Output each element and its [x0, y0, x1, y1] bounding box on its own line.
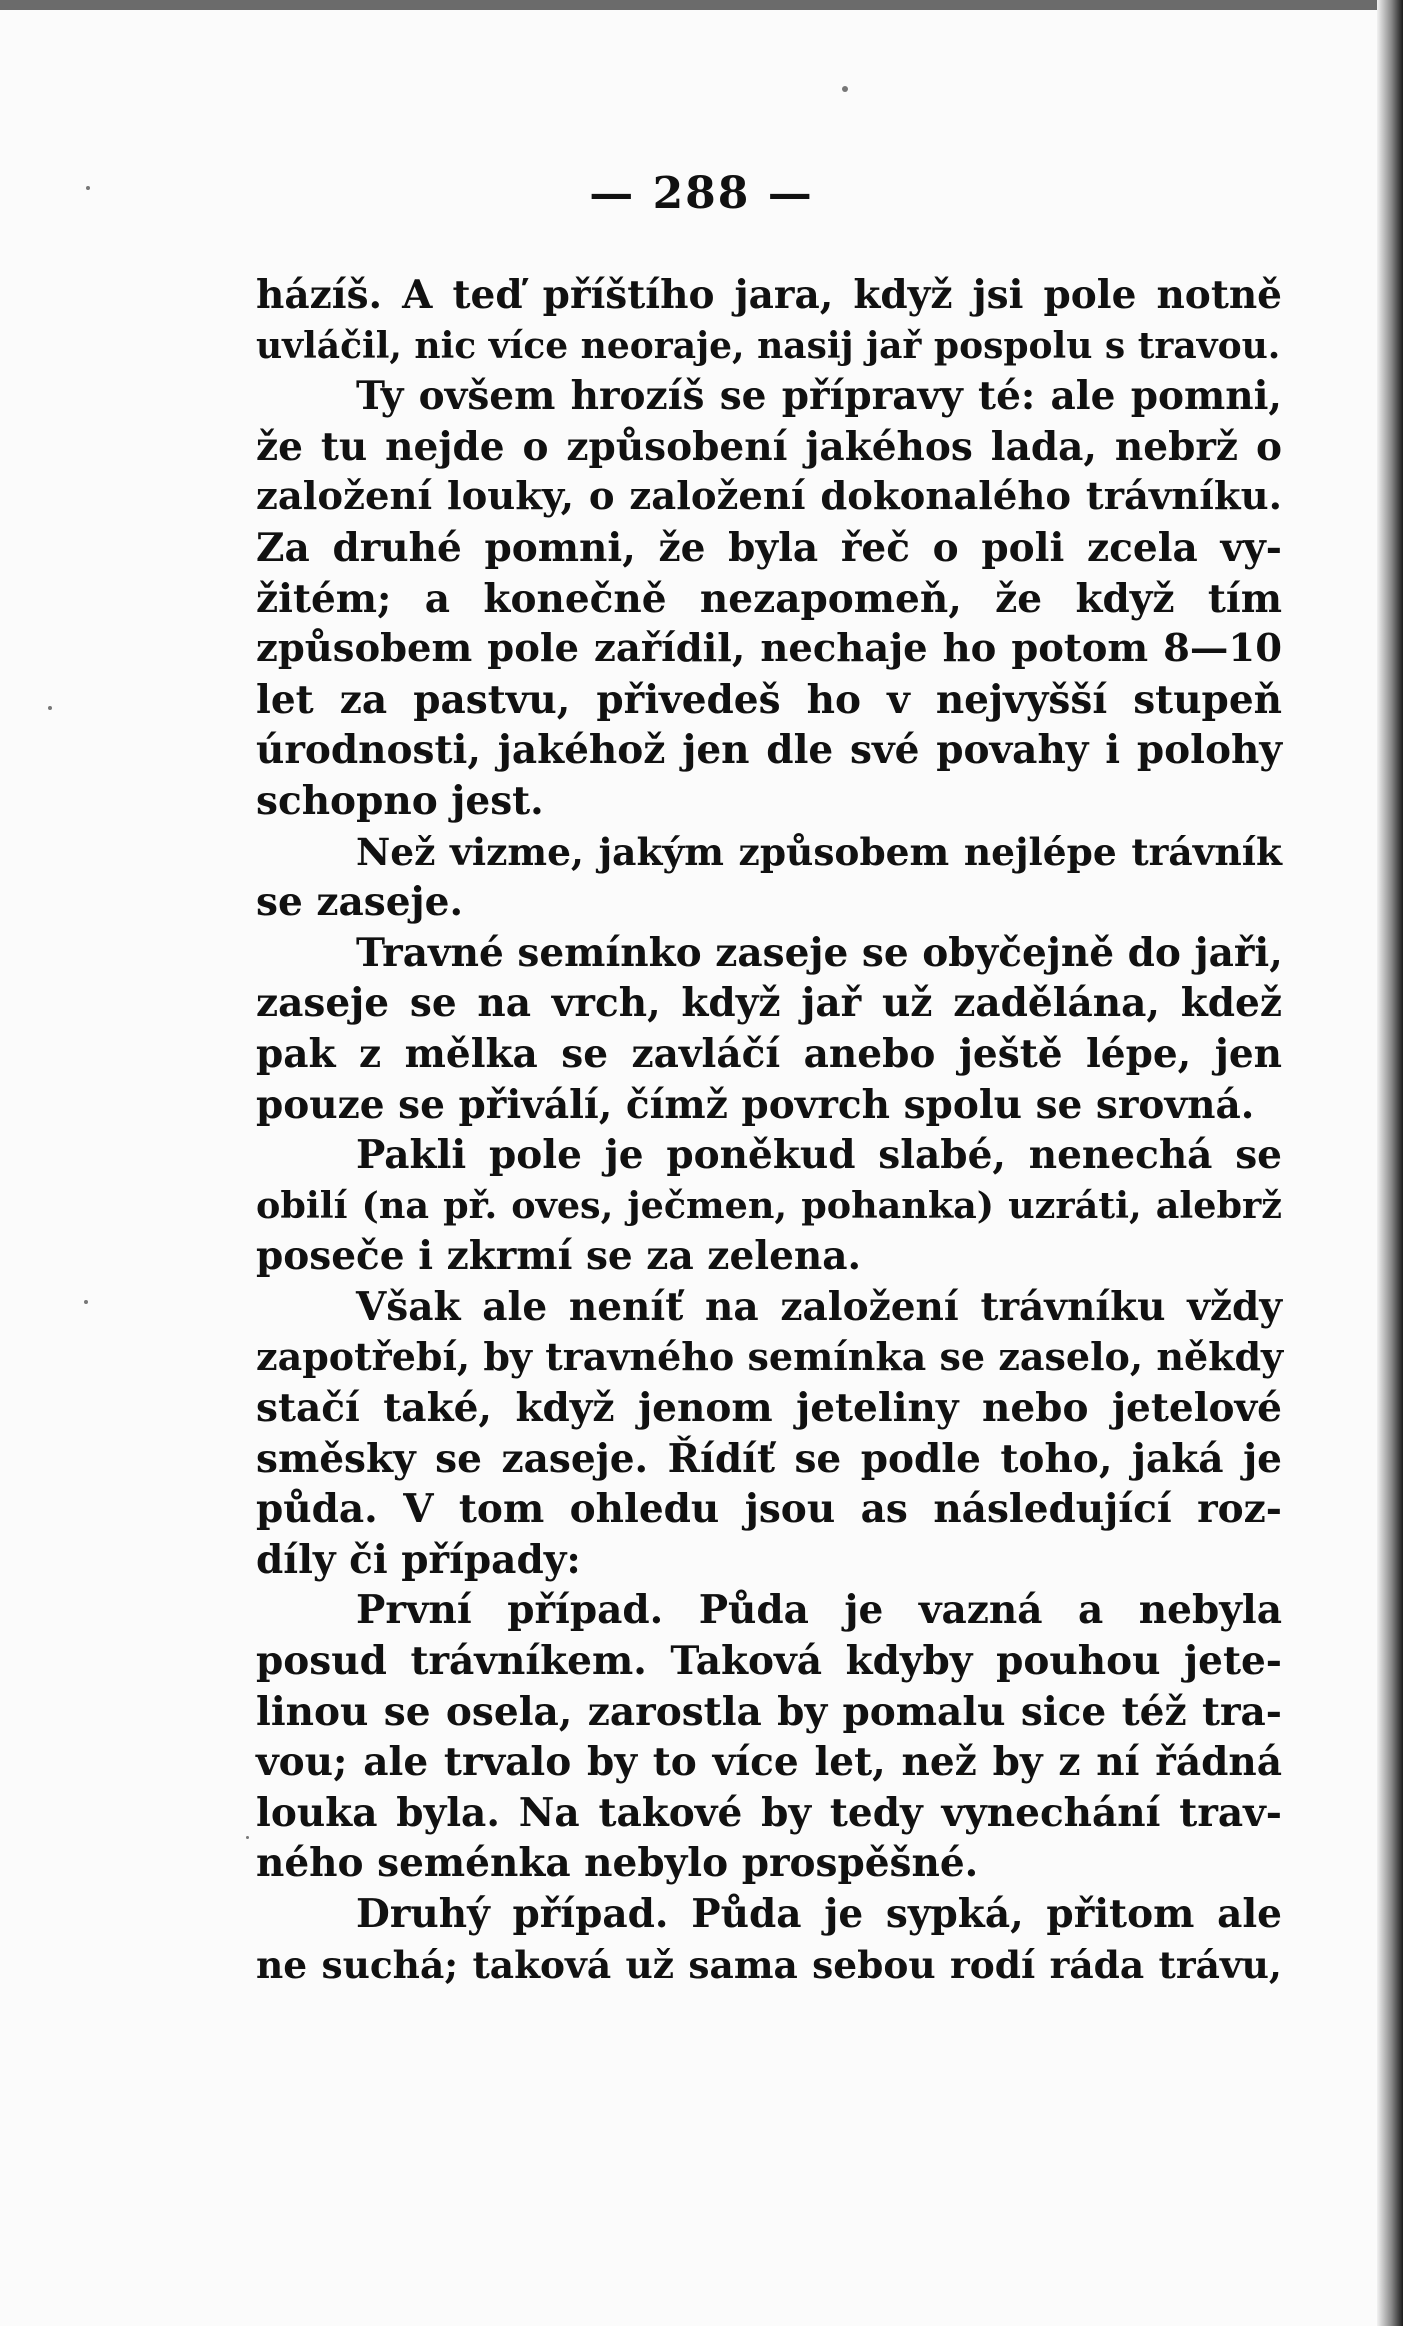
text-line: házíš. A teď příštího jara, když jsi pole notně: [256, 272, 1282, 318]
text-line: úrodnosti, jakéhož jen dle své povahy i polohy: [256, 727, 1282, 774]
text-line: způsobem pole zařídil, nechaje ho potom 8—10: [256, 626, 1282, 672]
text-line: pak z mělka se zavláčí anebo ještě lépe, jen: [256, 1030, 1282, 1077]
text-line: vou; ale trvalo by to více let, než by z ní řádná: [256, 1739, 1282, 1786]
text-line: pouze se přiválí, čímž povrch spolu se srovná.: [256, 1081, 1255, 1128]
text-line: linou se osela, zarostla by pomalu sice též tra-: [256, 1688, 1282, 1735]
text-line: Za druhé pomni, že byla řeč o poli zcela vy-: [256, 524, 1282, 571]
text-line: Ty ovšem hrozíš se přípravy té: ale pomni,: [356, 373, 1282, 420]
text-line: ného seménka nebylo prospěšné.: [256, 1840, 979, 1887]
text-line: louka byla. Na takové by tedy vynechání trav-: [256, 1789, 1282, 1836]
text-line: žitém; a konečně nezapomeň, že když tím: [256, 575, 1282, 622]
text-line: Než vizme, jakým způsobem nejlépe trávník: [356, 829, 1282, 874]
text-line: díly či případy:: [256, 1536, 581, 1583]
text-line: poseče i zkrmí se za zelena.: [256, 1233, 862, 1280]
text-line: posud trávníkem. Taková kdyby pouhou jete-: [256, 1638, 1282, 1685]
text-line: Travné semínko zaseje se obyčejně do jaři,: [356, 929, 1283, 976]
text-line: zaseje se na vrch, když jař už zadělána, kdež: [256, 980, 1282, 1027]
text-line: zapotřebí, by travného semínka se zaselo, někdy: [256, 1334, 1284, 1380]
text-line: stačí také, když jenom jeteliny nebo jetelové: [256, 1385, 1282, 1432]
body-text: [256, 270, 1282, 1990]
page-number: — 288 —: [589, 168, 814, 219]
scan-speck: [246, 1836, 249, 1839]
text-line: ne suchá; taková už sama sebou rodí ráda trávu,: [256, 1942, 1282, 1987]
text-line: Pakli pole je poněkud slabé, nenechá se: [356, 1132, 1282, 1179]
text-line: Druhý případ. Půda je sypká, přitom ale: [356, 1891, 1282, 1937]
text-line: Však ale neníť na založení trávníku vždy: [356, 1283, 1282, 1330]
scan-speck: [842, 86, 848, 92]
text-line: se zaseje.: [256, 879, 464, 926]
text-line: let za pastvu, přivedeš ho v nejvyšší stupeň: [256, 676, 1282, 723]
text-line: půda. V tom ohledu jsou as následující roz-: [256, 1486, 1282, 1533]
text-line: schopno jest.: [256, 777, 544, 824]
scan-speck: [48, 706, 52, 710]
page-edge-shadow: [1377, 0, 1403, 2326]
text-line: obilí (na př. oves, ječmen, pohanka) uzráti, alebrž: [256, 1183, 1282, 1227]
scan-speck: [84, 1300, 88, 1304]
text-line: První případ. Půda je vazná a nebyla: [356, 1587, 1282, 1634]
text-line: založení louky, o založení dokonalého trávníku.: [256, 474, 1282, 520]
text-line: uvláčil, nic více neoraje, nasij jař pospolu s travou.: [256, 324, 1281, 367]
text-line: že tu nejde o způsobení jakéhos lada, nebrž o: [256, 423, 1282, 470]
text-line: směsky se zaseje. Řídíť se podle toho, jaká je: [256, 1435, 1282, 1482]
